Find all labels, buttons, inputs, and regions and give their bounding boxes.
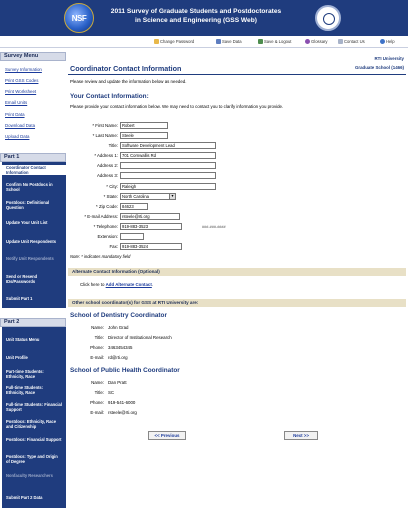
sidebar-link-upload-data[interactable]: Upload Data [5,134,30,139]
state-label: * State: [103,194,118,199]
page-title: Coordinator Contact Information [70,64,182,73]
state-select-value: North Carolina [122,194,149,199]
sidebar-item-part-time-students[interactable]: Part-time Students: Ethnicity, Race [6,369,44,379]
school-coordinator-heading: School of Public Health Coordinator [70,367,180,374]
zip-label: * Zip Code: [96,204,118,209]
alternate-contact-line: Click here to Add Alternate Contact. [80,282,154,287]
institution-name: RTI University [374,56,404,61]
city-input[interactable]: Raleigh [120,183,216,190]
sidebar-item-postdocs-race[interactable]: Postdocs: Ethnicity, Race and Citizenship [6,419,56,429]
school-coordinator-heading: School of Dentistry Coordinator [70,312,167,319]
sidebar-item-postdocs-definitional[interactable]: Postdocs: Definitional Question [6,200,50,210]
sidebar-item-full-time-students-race[interactable]: Full-time Students: Ethnicity, Race [6,385,44,395]
disk-icon [216,39,221,44]
change-password-button[interactable]: Change Password [154,38,194,46]
sidebar-item-coordinator-contact[interactable]: Coordinator Contact Information [2,165,66,175]
address2-input[interactable] [120,162,216,169]
coordinator-email-label: E-mail: [90,410,104,415]
address3-input[interactable] [120,172,216,179]
title-label: Title: [108,143,118,148]
state-select[interactable] [120,193,176,200]
telephone-label: * Telephone: [93,224,118,229]
coordinator-title-value: SC [108,390,115,395]
contact-us-button[interactable]: Contact Us [338,38,365,46]
help-button[interactable]: Help [380,38,395,46]
agency-seal-icon [315,5,341,31]
first-name-label: * First Name: [92,123,118,128]
logout-icon [258,39,263,44]
contact-section-title: Your Contact Information: [70,93,149,100]
coordinator-phone-value: 3463454345 [108,345,133,350]
nsf-logo [64,3,94,33]
sidebar-item-send-ids-passwords[interactable]: Send or Resend IDs/Passwords [6,274,38,284]
part2-title: Part 2 [0,318,66,327]
coordinator-title-value: Director of Institutional Research [108,335,172,340]
title-divider [68,74,406,75]
coordinator-phone-label: Phone: [90,345,104,350]
part1-menu [2,162,66,308]
extension-input[interactable] [120,233,144,240]
sidebar-item-submit-part2[interactable]: Submit Part 2 Data [6,495,43,500]
telephone-input[interactable]: 919-883-3523 [120,223,182,230]
sidebar-link-email-units[interactable]: Email Units [5,100,28,105]
sidebar-item-full-time-students-support[interactable]: Full-time Students: Financial Support [6,402,62,412]
address1-label: * Address 1: [94,153,118,158]
part1-title: Part 1 [0,153,66,162]
last-name-label: * Last Name: [92,133,118,138]
sidebar-link-print-gss-codes[interactable]: Print GSS Codes [5,78,39,83]
mandatory-field-note: Note: * indicates mandatory field [70,254,131,259]
previous-button[interactable]: << Previous [148,431,186,440]
app-title [98,7,294,25]
first-name-input[interactable]: Robert [120,122,168,129]
coordinator-phone-label: Phone: [90,400,104,405]
address2-label: Address 2: [97,163,118,168]
sidebar-item-unit-profile[interactable]: Unit Profile [6,355,28,360]
help-icon [380,39,385,44]
main-content [66,50,408,508]
chevron-down-icon: ▼ [170,194,175,198]
fax-label: Fax: [109,244,118,249]
other-coordinators-band: Other school coordinator(s) for GSS at RTI University are: [68,299,406,307]
sidebar-item-update-unit-list[interactable]: Update Your Unit List [6,220,48,225]
sidebar-link-download-data[interactable]: Download Data [5,123,36,128]
address3-label: Address 3: [97,173,118,178]
coordinator-email-value: rd@rti.org [108,355,128,360]
school-name: Graduate School (1466) [354,65,404,70]
nsf-logo-text: NSF [71,14,87,23]
part2-menu [2,327,66,508]
email-label: * E-mail Address: [84,214,118,219]
toolbar [0,36,408,48]
sidebar-link-print-worksheet[interactable]: Print Worksheet [5,89,37,94]
sidebar-item-postdocs-degree[interactable]: Postdocs: Type and Origin of Degree [6,454,58,464]
fax-input[interactable]: 919-883-3524 [120,243,182,250]
contact-intro: Please provide your contact information below. We may need to contact you to clarify information you provide. [70,104,284,109]
sidebar-item-nonfaculty-researchers[interactable]: Nonfaculty Researchers [6,473,53,478]
title-input[interactable]: Software Development Lead [120,142,216,149]
add-alternate-contact-link[interactable]: Add Alternate Contact [105,282,152,287]
app-title-line2: in Science and Engineering (GSS Web) [135,17,257,24]
page-instructions: Please review and update the information below as needed. [70,79,187,84]
coordinator-email-value: rsteele@rti.org [108,410,137,415]
alternate-contact-band: Alternate Contact Information (Optional) [68,268,406,276]
coordinator-title-label: Title: [94,335,104,340]
save-logout-button[interactable]: Save & Logout [258,38,291,46]
coordinator-name-value: Dan Pratt [108,380,127,385]
sidebar-link-print-data[interactable]: Print Data [5,112,25,117]
telephone-format-hint: ###-###-#### [202,225,226,229]
coordinator-name-label: Name: [91,325,104,330]
address1-input[interactable]: 701 Cornwallis Rd [120,152,216,159]
next-button[interactable]: Next >> [284,431,318,440]
app-title-line1: 2011 Survey of Graduate Students and Postdoctorates [110,8,282,15]
coordinator-name-label: Name: [91,380,104,385]
zip-input[interactable]: 84623 [120,203,148,210]
glossary-button[interactable]: Glossary [305,38,328,46]
sidebar-item-unit-status-menu[interactable]: Unit Status Menu [6,337,40,342]
sidebar-item-postdocs-support[interactable]: Postdocs: Financial Support [6,437,62,442]
sidebar-item-notify-unit-respondents[interactable]: Notify Unit Respondents [6,256,54,261]
extension-label: Extension: [97,234,118,239]
coordinator-title-label: Title: [94,390,104,395]
sidebar-item-submit-part1[interactable]: Submit Part 1 [6,296,33,301]
coordinator-name-value: John Grad [108,325,129,330]
sidebar [0,52,66,508]
last-name-input[interactable]: Steele [120,132,168,139]
sidebar-item-update-unit-respondents[interactable]: Update Unit Respondents [6,239,57,244]
envelope-icon [338,39,343,44]
book-icon [305,39,310,44]
survey-menu-title: Survey Menu [0,52,66,61]
email-input[interactable]: rsteele@rti.org [120,213,180,220]
sidebar-link-survey-information[interactable]: Survey Information [5,67,42,72]
save-data-button[interactable]: Save Data [216,38,242,46]
key-icon [154,39,159,44]
sidebar-item-confirm-no-postdocs[interactable]: Confirm No Postdocs in School [6,182,53,192]
coordinator-phone-value: 919-541-6000 [108,400,136,405]
header-banner [0,0,408,36]
coordinator-email-label: E-mail: [90,355,104,360]
city-label: * City: [106,184,118,189]
